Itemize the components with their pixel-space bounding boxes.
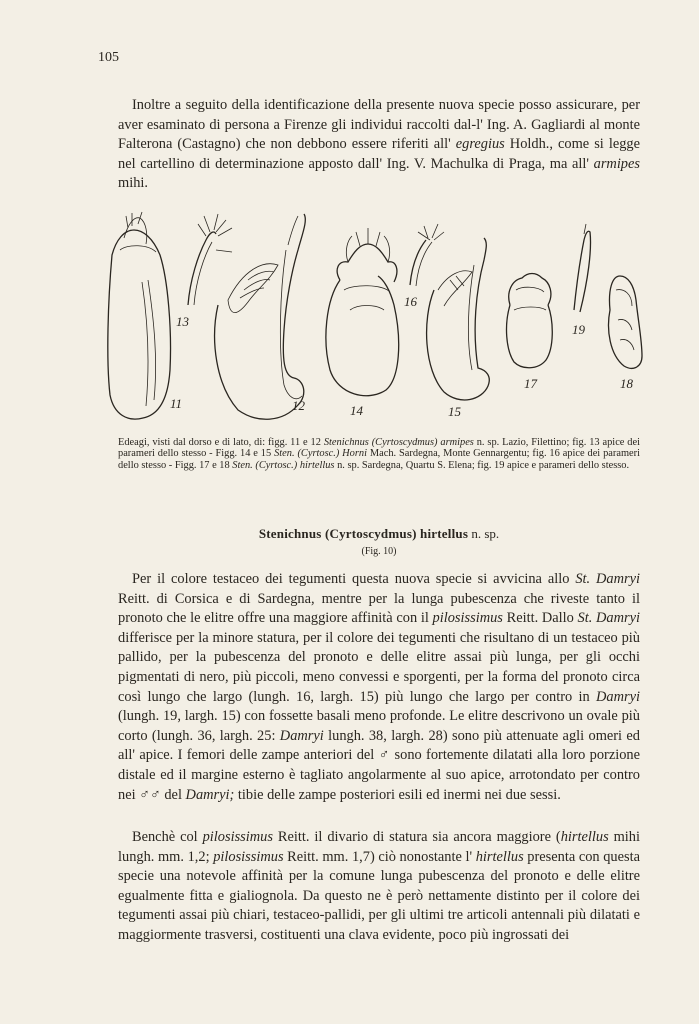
p3-text-4: Reitt. mm. 1,7) ciò nonostante l' — [283, 848, 476, 865]
caption-text-4: n. sp. Sardegna, Quartu S. Elena; fig. 19 apice e parameri dello stesso. — [334, 459, 630, 471]
caption-italic-2: Sten. (Cyrtosc.) Horni — [274, 448, 367, 460]
p3-italic-4: hirtellus — [475, 848, 524, 865]
intro-paragraph — [118, 96, 640, 194]
fig-17-drawing — [507, 274, 553, 368]
p3-text-3: mihi lungh. mm. 1,2; — [118, 829, 641, 865]
intro-text-2: Holdh., come si legge nel cartellino di determinazione apposto dall' Ing. V. Machulka di Praga, ma all' — [118, 136, 640, 172]
page-number: 105 — [98, 50, 119, 65]
p2-text-1: Per il colore testaceo dei tegumenti questa nuova specie si avvicina allo — [132, 571, 576, 587]
p2-italic-1: St. Damryi — [575, 571, 640, 587]
fig-label-13: 13 — [176, 314, 189, 329]
fig-13-drawing — [188, 214, 232, 305]
p2-italic-2: pilosissimus — [432, 610, 503, 627]
p2-italic-5: Damryi — [279, 727, 324, 744]
fig-label-12: 12 — [292, 398, 305, 413]
species-heading — [118, 526, 640, 542]
description-paragraph-1 — [118, 570, 640, 805]
p2-text-2: Reitt. di Corsica e di Sardegna, mentre per la lunga pubescenza che riveste tanto il pronoto che le elitre offre una maggiore affinità con il — [118, 590, 640, 627]
intro-italic-egregius: egregius — [455, 136, 505, 153]
caption-text-2: n. sp. Lazio, Filettino; fig. 13 apice dei parameri dello stesso - Figg. 14 e 15 — [118, 437, 640, 460]
intro-text-3: mihi. — [118, 175, 148, 192]
species-suffix: n. sp. — [468, 526, 500, 541]
caption-italic-1: Stenichnus (Cyrtoscydmus) armipes — [323, 437, 474, 448]
fig-12-drawing — [215, 214, 306, 419]
fig-label-17: 17 — [524, 376, 537, 391]
p2-text-3: Reitt. Dallo — [502, 610, 578, 627]
fig-label-19: 19 — [572, 322, 585, 337]
fig-label-14: 14 — [350, 403, 363, 418]
p3-text-1: Benchè col — [132, 829, 203, 845]
p2-italic-3: St. Damryi — [577, 610, 640, 627]
p2-text-6: lungh. 38, largh. 28) sono più attenuate agli omeri ed all' apice. I femori delle zampe anteriori del ♂ sono fortemente dilatati alla loro porzione distale ed il margine esterno è tagliato angolarmente al suo apice, arrotondato per contro nei ♂♂ del — [118, 727, 640, 803]
fig-label-18: 18 — [620, 376, 633, 391]
fig-label-16: 16 — [404, 294, 417, 309]
caption-text-3: Mach. Sardegna, Monte Gennargentu; fig. 16 apice dei parameri dello stesso - Figg. 17 e 18 — [118, 448, 640, 471]
p2-text-5: (lungh. 19, largh. 15) con fossette basali meno profonde. Le elitre descrivono un ovale più corto (lungh. 36, largh. 25: — [118, 708, 640, 744]
intro-text-1: Inoltre a seguito della identificazione della presente nuova specie posso assicurare, per aver esaminato di persona a Firenze gli individui raccolti dal-l' Ing. A. Gagliardi al monte Falterona (Castagno) che non debbono essere riferiti all' — [118, 97, 640, 153]
p3-italic-2: hirtellus — [560, 829, 609, 845]
figure-caption — [118, 437, 640, 471]
fig-15-drawing — [427, 238, 490, 400]
p3-text-5: presenta con questa specie una notevole affinità per la comune lunga pubescenza del pronoto e delle elitre egualmente fitta e gialiognola. Da questo ne è però nettamente distinto per il colore dei tegumenti assai più chiari, testaceo-pallidi, per gli ultimi tre articoli antennali più dilatati e maggiormente trasversi, costituenti una clava evidente, poco più ingrossati dei — [118, 848, 641, 943]
fig-11-drawing — [108, 212, 171, 419]
fig-label-15: 15 — [448, 404, 461, 419]
p2-text-4: differisce per la minore statura, per il colore dei tegumenti che risultano di un testaceo più pallido, per la pubescenza del pronoto e delle elitre assai più lunga, per gli occhi pigmentati di nero, più piccoli, meno convessi e sporgenti, per la forma del pronoto circa così lungo che largo (lungh. 16, largh. 15) più lungo che largo per contro in — [118, 629, 640, 705]
fig-16-drawing — [410, 224, 444, 286]
caption-text-1: Edeagi, visti dal dorso e di lato, di: figg. 11 e 12 — [118, 437, 324, 448]
p2-italic-4: Damryi — [596, 688, 640, 705]
fig-18-drawing — [609, 276, 642, 368]
intro-italic-armipes: armipes — [593, 155, 640, 172]
p2-text-7: tibie delle zampe posteriori esili ed inermi nei due sessi. — [234, 786, 561, 803]
caption-italic-3: Sten. (Cyrtosc.) hirtellus — [232, 459, 335, 471]
fig-14-drawing — [326, 228, 399, 396]
fig-19-drawing — [574, 224, 591, 312]
p3-italic-1: pilosissimus — [202, 829, 273, 845]
fig-label-11: 11 — [170, 396, 183, 411]
figure-reference: (Fig. 10) — [361, 546, 397, 557]
aedeagi-figure-plate — [98, 210, 658, 435]
species-name: Stenichnus (Cyrtoscydmus) hirtellus — [258, 526, 469, 541]
description-paragraph-2 — [118, 828, 640, 946]
p2-italic-6: Damryi; — [185, 786, 235, 803]
p3-italic-3: pilosissimus — [213, 848, 284, 865]
p3-text-2: Reitt. il divario di statura sia ancora maggiore ( — [272, 829, 561, 845]
